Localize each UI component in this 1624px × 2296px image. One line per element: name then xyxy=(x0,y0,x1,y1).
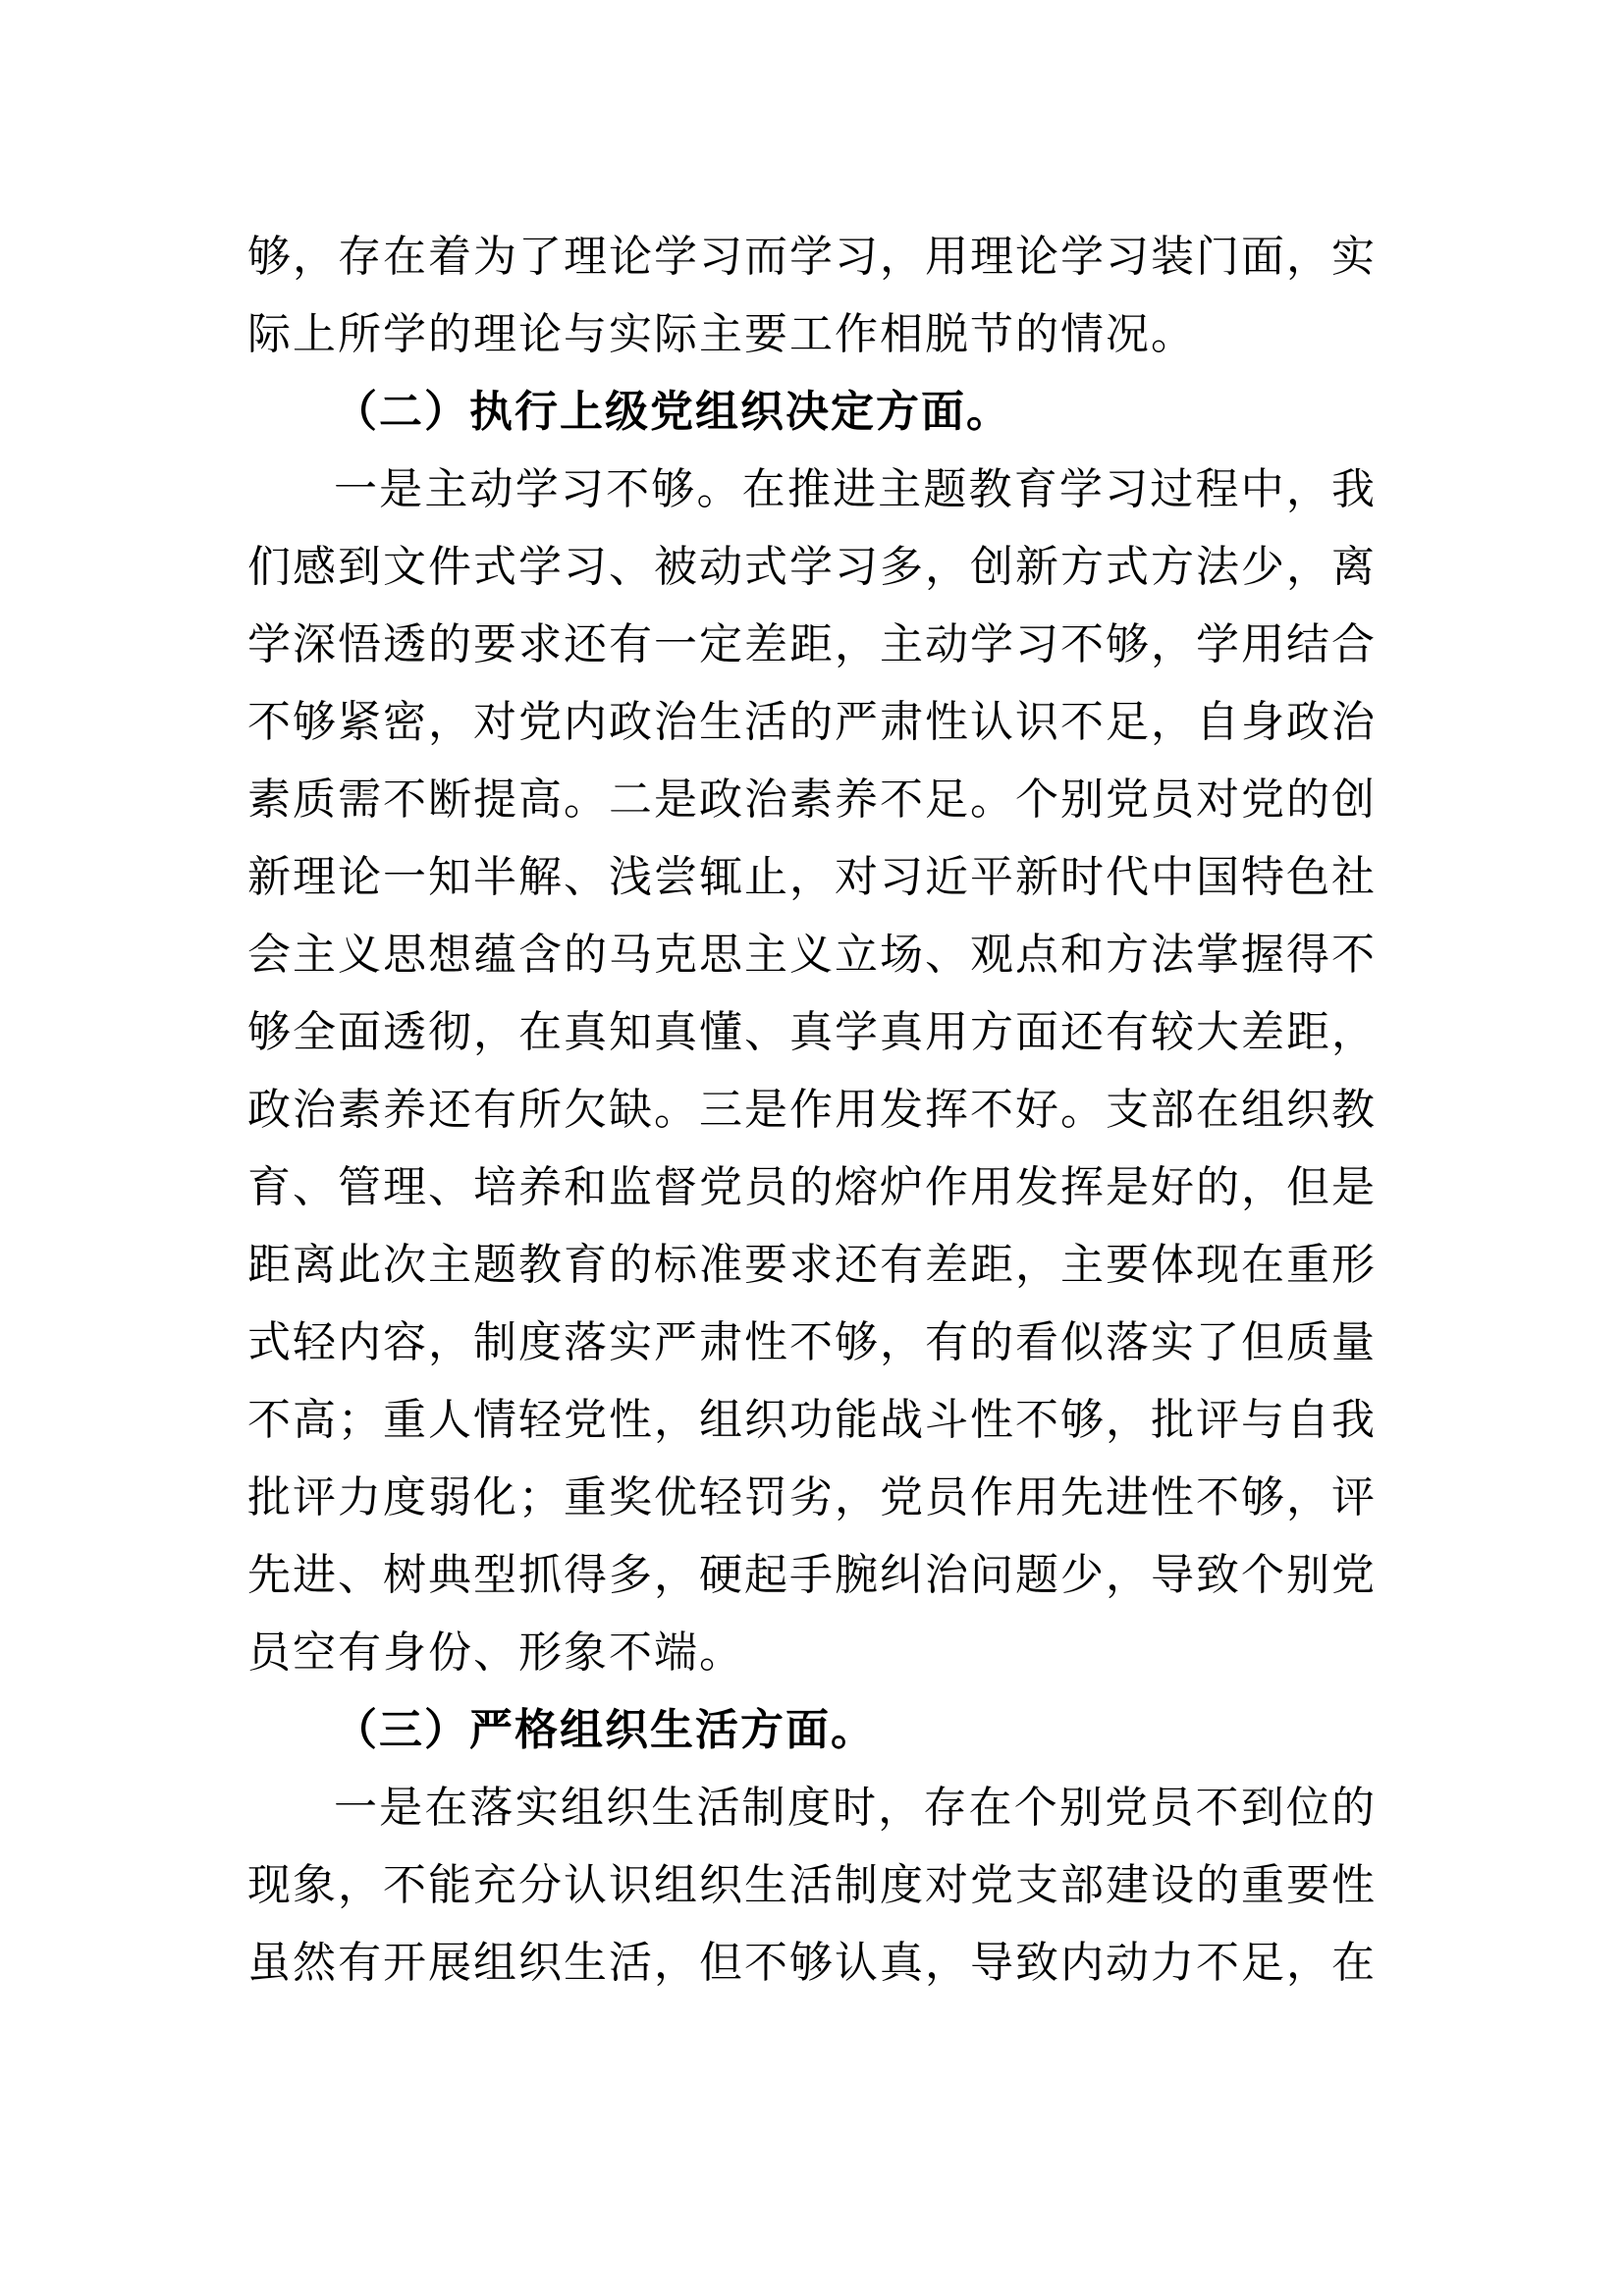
body-line: 员空有身份、形象不端。 xyxy=(247,1629,744,1677)
body-line: 先进、树典型抓得多，硬起手腕纠治问题少，导致个别党 xyxy=(247,1551,1377,1599)
body-line: 批评力度弱化；重奖优轻罚劣，党员作用先进性不够，评 xyxy=(247,1473,1377,1522)
paragraph-first-line: 一是在落实组织生活制度时，存在个别党员不到位的 xyxy=(334,1784,1377,1832)
body-line: 距离此次主题教育的标准要求还有差距，主要体现在重形 xyxy=(247,1241,1377,1289)
paragraph-first-line: 一是主动学习不够。在推进主题教育学习过程中，我 xyxy=(334,465,1377,513)
body-line: 新理论一知半解、浅尝辄止，对习近平新时代中国特色社 xyxy=(247,853,1377,901)
body-line: 够全面透彻，在真知真懂、真学真用方面还有较大差距， xyxy=(247,1008,1377,1056)
body-line: 式轻内容，制度落实严肃性不够，有的看似落实了但质量 xyxy=(247,1318,1377,1366)
body-line: 政治素养还有所欠缺。三是作用发挥不好。支部在组织教 xyxy=(247,1086,1377,1134)
section-heading-3: （三）严格组织生活方面。 xyxy=(334,1706,876,1754)
body-line: 会主义思想蕴含的马克思主义立场、观点和方法掌握得不 xyxy=(247,931,1377,979)
document-text-block xyxy=(247,218,1377,2002)
body-line: 学深悟透的要求还有一定差距，主动学习不够，学用结合 xyxy=(247,620,1377,668)
body-line: 现象，不能充分认识组织生活制度对党支部建设的重要性 xyxy=(247,1861,1377,1909)
body-line: 育、管理、培养和监督党员的熔炉作用发挥是好的，但是 xyxy=(247,1163,1377,1211)
body-line: 不够紧密，对党内政治生活的严肃性认识不足，自身政治 xyxy=(247,698,1377,746)
body-line: 素质需不断提高。二是政治素养不足。个别党员对党的创 xyxy=(247,775,1377,824)
body-line: 够，存在着为了理论学习而学习，用理论学习装门面，实 xyxy=(247,233,1377,281)
body-line: 虽然有开展组织生活，但不够认真，导致内动力不足，在 xyxy=(247,1939,1377,1987)
body-line: 不高；重人情轻党性，组织功能战斗性不够，批评与自我 xyxy=(247,1396,1377,1444)
body-line: 们感到文件式学习、被动式学习多，创新方式方法少，离 xyxy=(247,543,1377,591)
section-heading-2: （二）执行上级党组织决定方面。 xyxy=(334,388,1011,436)
body-line: 际上所学的理论与实际主要工作相脱节的情况。 xyxy=(247,310,1196,358)
